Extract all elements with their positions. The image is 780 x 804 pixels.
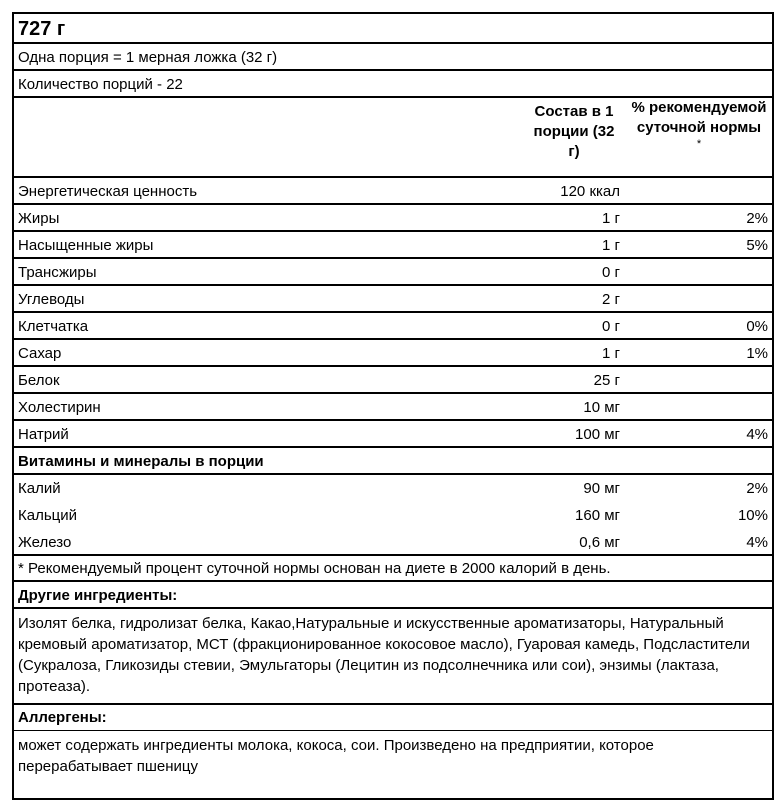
nutrient-row — [14, 313, 772, 340]
nutrient-daily-value: 4% — [746, 426, 768, 443]
other-ingredients-text: Изолят белка, гидролизат белка, Какао,Натуральные и искусственные ароматизаторы, Натуральный кремовый ароматизатор, МСТ (фракционированное кокосовое масло), Гуаровая камедь, Подсластители (Сукралоза, Гликозиды стевии, Эмульгаторы (Лецитин из подсолнечника или сои), энзимы (лактаза, протеаза). — [18, 615, 750, 695]
nutrient-daily-value: 5% — [746, 237, 768, 254]
vitamins-section-title: Витамины и минералы в порции — [14, 448, 772, 475]
nutrient-name: Энергетическая ценность — [18, 183, 198, 200]
nutrient-amount: 120 ккал — [560, 183, 620, 200]
package-weight: 727 г — [14, 14, 772, 44]
vitamin-daily-value: 4% — [746, 534, 768, 551]
vitamin-name: Калий — [18, 480, 61, 497]
nutrient-name: Клетчатка — [18, 318, 89, 335]
vitamin-daily-value: 10% — [737, 507, 768, 524]
vitamin-amount: 0,6 мг — [579, 534, 620, 551]
nutrient-row — [14, 367, 772, 394]
amount-column-header: Состав в 1 порции (32 г) — [533, 103, 615, 160]
other-ingredients-title: Другие ингредиенты: — [14, 582, 772, 609]
nutrition-facts-panel — [12, 12, 774, 800]
nutrient-row — [14, 232, 772, 259]
other-ingredients — [14, 609, 772, 705]
vitamin-row — [14, 502, 772, 529]
daily-value-column-header — [622, 98, 776, 150]
serving-size: Одна порция = 1 мерная ложка (32 г) — [14, 44, 772, 71]
daily-value-footnote: * Рекомендуемый процент суточной нормы основан на диете в 2000 калорий в день. — [14, 556, 772, 582]
vitamin-row — [14, 529, 772, 556]
nutrient-row — [14, 421, 772, 448]
vitamin-amount: 90 мг — [583, 480, 620, 497]
nutrient-amount: 0 г — [602, 264, 620, 281]
nutrient-name: Углеводы — [18, 291, 85, 308]
nutrient-amount: 0 г — [602, 318, 620, 335]
nutrient-daily-value: 0% — [746, 318, 768, 335]
nutrient-amount: 1 г — [602, 345, 620, 362]
nutrient-name: Трансжиры — [18, 264, 97, 281]
nutrient-row — [14, 340, 772, 367]
nutrient-amount: 100 мг — [575, 426, 620, 443]
nutrient-daily-value: 2% — [746, 210, 768, 227]
vitamin-amount: 160 мг — [575, 507, 620, 524]
daily-value-asterisk: * — [696, 138, 702, 150]
allergens-text: может содержать ингредиенты молока, кокоса, сои. Произведено на предприятии, которое перерабатывает пшеницу — [18, 737, 654, 775]
servings-count: Количество порций - 22 — [14, 71, 772, 98]
column-headers — [14, 98, 772, 178]
nutrient-name: Холестирин — [18, 399, 101, 416]
nutrient-name: Жиры — [18, 210, 60, 227]
nutrient-row — [14, 178, 772, 205]
nutrient-amount: 25 г — [593, 372, 620, 389]
nutrient-amount: 1 г — [602, 237, 620, 254]
nutrient-amount: 10 мг — [583, 399, 620, 416]
vitamin-name: Железо — [18, 534, 72, 551]
nutrient-name: Насыщенные жиры — [18, 237, 154, 254]
vitamin-name: Кальций — [18, 507, 77, 524]
vitamin-daily-value: 2% — [746, 480, 768, 497]
nutrient-amount: 1 г — [602, 210, 620, 227]
nutrient-daily-value: 1% — [746, 345, 768, 362]
nutrient-row — [14, 286, 772, 313]
nutrient-amount: 2 г — [602, 291, 620, 308]
nutrient-row — [14, 394, 772, 421]
allergens-title: Аллергены: — [14, 705, 772, 731]
vitamin-row — [14, 475, 772, 502]
nutrient-row — [14, 259, 772, 286]
nutrient-name: Сахар — [18, 345, 62, 362]
daily-value-header-label: % рекомендуемой суточной нормы — [631, 99, 767, 136]
nutrient-name: Натрий — [18, 426, 69, 443]
nutrient-row — [14, 205, 772, 232]
nutrient-name: Белок — [18, 372, 60, 389]
